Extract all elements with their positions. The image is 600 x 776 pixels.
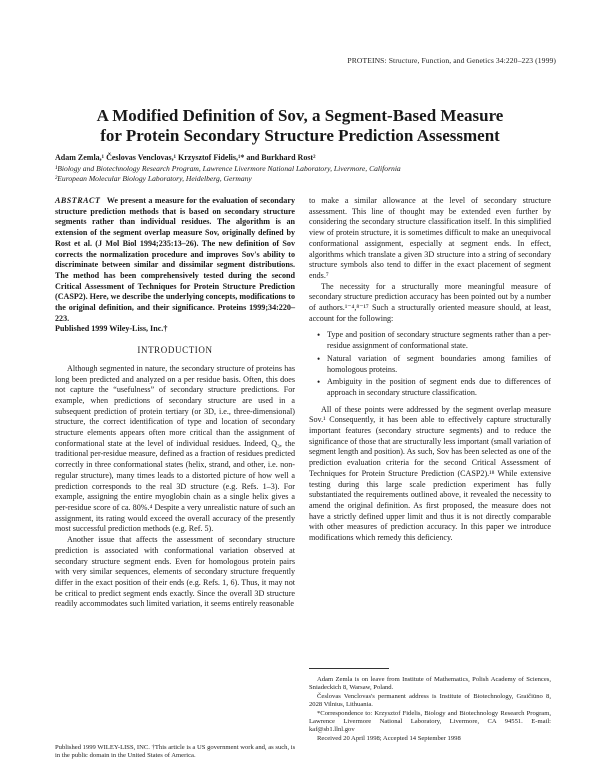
criteria-item: • Natural variation of segment boundaries among families of homologous proteins. — [319, 354, 551, 375]
abstract-text: We present a measure for the evaluation of secondary structure prediction methods that is based on secondary structure segments rather than individual residues. The algorithm is an extension of the segment overlap measure Sov, originally defined by Rost et al. (J Mol Biol 1994;235:13–26). The new definition of Sov corrects the normalization procedure and improves Sov's ability to discriminate between similar and dissimilar segment distributions. The method has been comprehensively tested during the second Critical Assessment of Techniques for Protein Structure Prediction (CASP2). Here, we describe the underlying concepts, modifications to the original definition, and their significance. Proteins 1999;34:220–223. — [55, 196, 295, 323]
criteria-item: • Ambiguity in the position of segment ends due to differences of approach in secondary structure classification. — [319, 377, 551, 398]
author-list: Adam Zemla,¹ Česlovas Venclovas,¹ Krzysztof Fidelis,¹* and Burkhard Rost² — [55, 153, 316, 162]
affiliation-1: ¹Biology and Biotechnology Research Program, Lawrence Livermore National Laboratory, Livermore, California — [55, 164, 401, 173]
abstract-label: ABSTRACT — [55, 196, 101, 205]
abstract-copyright: Published 1999 Wiley-Liss, Inc.† — [55, 324, 168, 334]
right-paragraph-2: The necessity for a structurally more meaningful measure of secondary structure prediction accuracy has been pointed out by a number of authors.¹⁻⁴,⁸⁻¹⁷ Such a structurally oriented measure should, at least, account for the following: — [309, 281, 551, 323]
intro-paragraph-2: Another issue that affects the assessment of secondary structure prediction is associated with conformational variation observed at secondary structure segment ends. Even for homologous protein pairs with very similar sequences, elements of secondary structure frequently differ in the exact position of their ends (e.g. Refs. 1, 6). Thus, it may not be critical to predict segment ends exactly. Since the overall 3D structure readily accommodates such limited variation, it seems entirely reasonable — [55, 535, 295, 609]
intro-paragraph-1: Although segmented in nature, the secondary structure of proteins has long been predicted and analyzed on a per residue basis. Often, this does not capture the “usefulness” of secondary structure predictions. For example, when predictions of secondary structure are used in a subsequent prediction of protein tertiary (or 3D, i.e., three-dimensional) structure, the correct identification of type and location of secondary structure elements appears often more critical than the assignment of conformational state at the level of individual residues. Indeed, Q₃, the traditional per-residue measure, defined as a fraction of residues predicted correctly in three conformational states (helix, strand, and other, i.e. non-regular structure), many times leads to a distorted picture of how well a prediction corresponds to the real 3D structure (e.g. Refs. 1–3). For example, assigning the entire myoglobin chain as a single helix gives a per-residue score of ca. 80%.⁴ Despite a very unrealistic nature of such an assignment, its rating would exceed the overall accuracy of the presently most successful prediction methods (e.g. Ref. 5). — [55, 363, 295, 534]
publisher-note: Published 1999 WILEY-LISS, INC. †This article is a US government work and, as such, is in the public domain in the United States of America. — [55, 744, 296, 760]
footnote: Česlovas Venclovas's permanent address is Institute of Biotechnology, Graičiūno 8, 2028 Vilnius, Lithuania. — [309, 692, 551, 709]
paper-title — [0, 106, 600, 146]
footnote: Received 20 April 1998; Accepted 14 September 1998 — [317, 734, 461, 742]
running-head: PROTEINS: Structure, Function, and Genetics 34:220–223 (1999) — [347, 56, 556, 65]
footnote-rule — [309, 668, 389, 669]
criteria-item: • Type and position of secondary structure segments rather than a per-residue assignment of conformational state. — [319, 330, 551, 351]
footnote: *Correspondence to: Krzysztof Fidelis, Biology and Biotechnology Research Program, Lawrence Livermore National Laboratory, Livermore, CA 94551. E-mail: kaf@sb1.llnl.gov — [309, 709, 551, 734]
criteria-list — [309, 330, 551, 398]
abstract — [55, 196, 295, 324]
footnotes — [309, 676, 551, 743]
affiliation-2: ²European Molecular Biology Laboratory, Heidelberg, Germany — [55, 174, 252, 183]
right-paragraph-1: to make a similar allowance at the level of secondary structure assessment. This line of thought may be extended even further by considering the secondary structure classification itself. In this simplified view of protein structure, it is sometimes difficult to make an unequivocal conformational assignment, especially at segment ends. In effect, algorithms which translate a given 3D structure into a string of secondary structure symbols also tend to differ in the exact placement of segment ends.⁷ — [309, 196, 551, 280]
title-line-1: A Modified Definition of Sov, a Segment-Based Measure — [96, 106, 504, 125]
section-heading-introduction: INTRODUCTION — [137, 345, 213, 356]
right-paragraph-3: All of these points were addressed by the segment overlap measure Sov.¹ Consequently, it has been able to effectively capture structurally important features (secondary structure segments) and to reduce the significance of those that are structurally less important (small variation of segment length and position). As such, Sov has been selected as one of the prediction evaluation criteria for the second Critical Assessment of Techniques for Protein Structure Prediction (CASP2).¹⁸ While extensive testing during this large scale prediction experiment has fully substantiated the requirements outlined above, it revealed the necessity to amend the original definition. As first proposed, the measure does not have a strictly defined upper limit and thus it is not directly comparable with other measures of prediction accuracy. In this paper we introduce modifications which remedy this deficiency. — [309, 404, 551, 543]
left-column — [55, 196, 295, 610]
right-column — [309, 196, 551, 544]
title-line-2: for Protein Secondary Structure Prediction Assessment — [100, 126, 500, 145]
footnote: Adam Zemla is on leave from Institute of Mathematics, Polish Academy of Sciences, Sniadeckich 8, Warsaw, Poland. — [309, 676, 551, 692]
